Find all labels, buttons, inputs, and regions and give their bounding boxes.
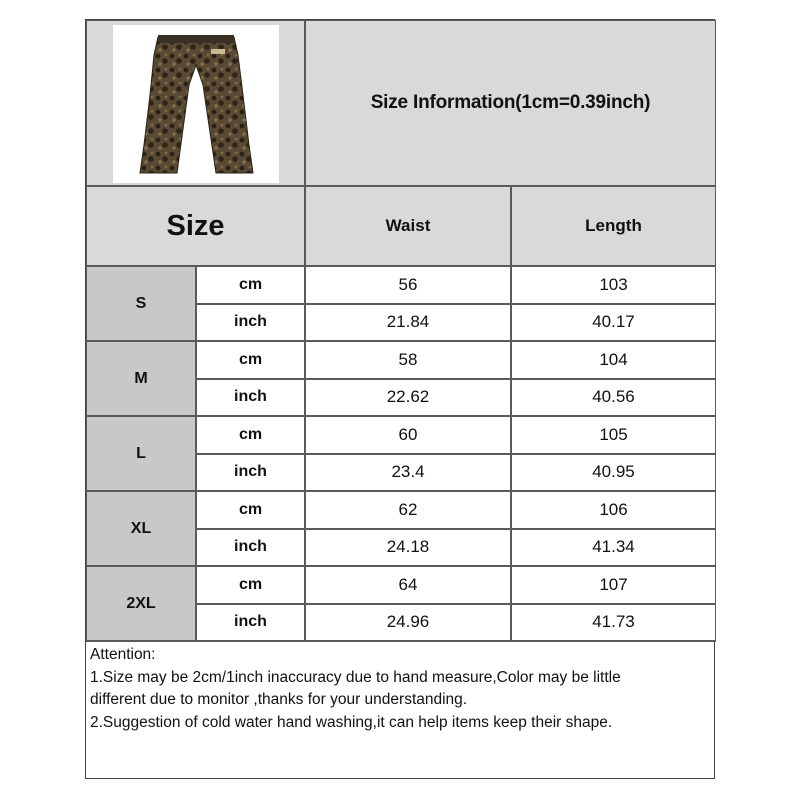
length-inch-value: 40.56 [511, 379, 716, 417]
length-inch-value: 41.73 [511, 604, 716, 642]
unit-label: inch [196, 304, 305, 342]
attention-line-3: 2.Suggestion of cold water hand washing,it can help items keep their shape. [90, 713, 613, 731]
waist-cm-value: 60 [305, 416, 511, 454]
size-label: M [86, 341, 196, 416]
unit-label: cm [196, 341, 305, 379]
length-inch-value: 40.95 [511, 454, 716, 492]
product-image-cell [86, 20, 305, 186]
waist-inch-value: 24.96 [305, 604, 511, 642]
waist-cm-value: 64 [305, 566, 511, 604]
unit-label: inch [196, 529, 305, 567]
waist-inch-value: 22.62 [305, 379, 511, 417]
size-label: L [86, 416, 196, 491]
size-label: S [86, 266, 196, 341]
unit-label: inch [196, 379, 305, 417]
length-cm-value: 104 [511, 341, 716, 379]
attention-line-1: 1.Size may be 2cm/1inch inaccuracy due to hand measure,Color may be little [90, 668, 621, 686]
length-column-header: Length [511, 186, 716, 266]
waist-cm-value: 56 [305, 266, 511, 304]
length-inch-value: 41.34 [511, 529, 716, 567]
length-cm-value: 107 [511, 566, 716, 604]
length-inch-value: 40.17 [511, 304, 716, 342]
waist-inch-value: 21.84 [305, 304, 511, 342]
attention-heading: Attention: [90, 646, 156, 663]
unit-label: cm [196, 266, 305, 304]
unit-label: cm [196, 566, 305, 604]
waist-inch-value: 24.18 [305, 529, 511, 567]
unit-label: cm [196, 491, 305, 529]
pants-icon [113, 25, 279, 183]
length-cm-value: 106 [511, 491, 716, 529]
waist-inch-value: 23.4 [305, 454, 511, 492]
waist-column-header: Waist [305, 186, 511, 266]
attention-notes [86, 641, 716, 780]
pants-photo [113, 25, 279, 183]
size-column-header: Size [86, 186, 305, 266]
unit-label: inch [196, 604, 305, 642]
page-title: Size Information(1cm=0.39inch) [305, 20, 716, 186]
unit-label: inch [196, 454, 305, 492]
unit-label: cm [196, 416, 305, 454]
length-cm-value: 105 [511, 416, 716, 454]
size-label: XL [86, 491, 196, 566]
attention-line-2: different due to monitor ,thanks for your understanding. [90, 691, 468, 708]
waist-cm-value: 58 [305, 341, 511, 379]
length-cm-value: 103 [511, 266, 716, 304]
size-label: 2XL [86, 566, 196, 641]
waist-cm-value: 62 [305, 491, 511, 529]
size-chart [85, 19, 715, 779]
